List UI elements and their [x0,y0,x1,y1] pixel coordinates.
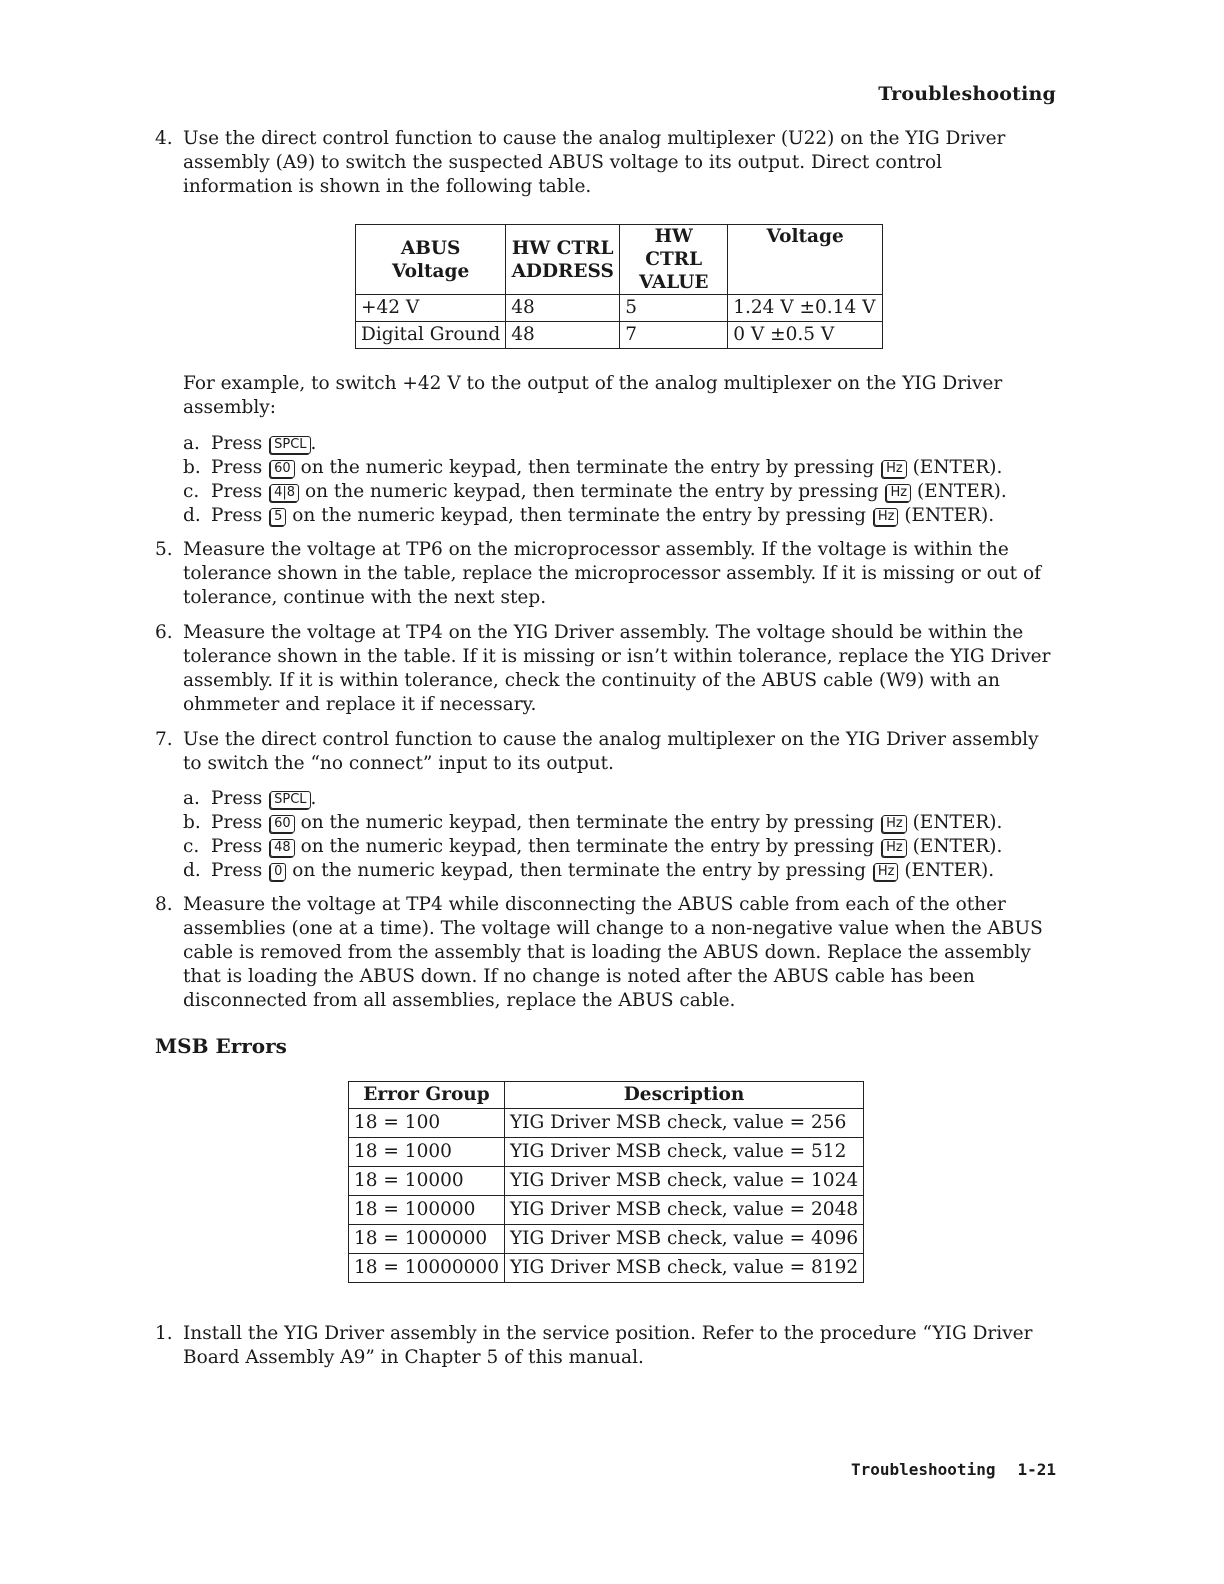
hz-key[interactable]: Hz [882,460,907,478]
table-cell: 48 [506,295,620,322]
table-header-cell: HW CTRL ADDRESS [506,225,620,295]
table-row [349,1167,864,1196]
abus-table [355,224,883,349]
step-number: 8. [155,894,173,915]
substep-c: c. Press 48 on the numeric keypad, then terminate the entry by pressing Hz (ENTER). [183,836,1003,857]
spcl-key[interactable]: SPCL [270,791,310,809]
hz-key[interactable]: Hz [882,839,907,857]
table-header-cell: HW CTRL VALUE [620,225,728,295]
step7-substeps [183,787,1002,883]
table-row [356,322,883,349]
substep-d: d. Press 0 on the numeric keypad, then terminate the entry by pressing Hz (ENTER). [183,860,995,881]
table-cell: Digital Ground [356,322,506,349]
substep-b: b. Press 60 on the numeric keypad, then terminate the entry by pressing Hz (ENTER). [183,812,1003,833]
table-row [349,1138,864,1167]
table-cell: YIG Driver MSB check, value = 256 [504,1109,863,1138]
step-text: Use the direct control function to cause the analog multiplexer (U22) on the YIG Driver assembly (A9) to switch the suspected ABUS voltage to its output. Direct control information is shown in the following table. [183,128,1006,197]
substep-a: a. Press SPCL . [183,788,317,809]
step-1 [155,1322,1055,1370]
footer-section: Troubleshooting [850,1460,996,1479]
running-header: Troubleshooting [878,83,1056,105]
table-cell: 18 = 10000000 [349,1254,505,1283]
table-header-row [356,225,883,295]
table-cell: YIG Driver MSB check, value = 2048 [504,1196,863,1225]
substep-c: c. Press 4|8 on the numeric keypad, then terminate the entry by pressing Hz (ENTER). [183,481,1007,502]
step-number: 1. [155,1323,173,1344]
table-row [349,1225,864,1254]
table-cell: YIG Driver MSB check, value = 4096 [504,1225,863,1254]
table-row [349,1196,864,1225]
page-footer [851,1460,1056,1479]
step-7 [155,728,1055,776]
section-title: MSB Errors [155,1034,287,1058]
step-text: Measure the voltage at TP4 while disconnecting the ABUS cable from each of the other assemblies (one at a time). The voltage will change to a non-negative value when the ABUS cable is removed from the assembly that is loading the ABUS down. Replace the assembly that is loading the ABUS down. If no change is noted after the ABUS cable has been disconnected from all assemblies, replace the ABUS cable. [183,894,1043,1011]
table-header-cell: Voltage [728,225,883,295]
step-4 [155,127,1055,199]
step-8 [155,893,1055,1013]
hz-key[interactable]: Hz [874,508,899,526]
step-5 [155,538,1055,610]
example-text: For example, to switch +42 V to the output of the analog multiplexer on the YIG Driver assembly: [183,373,1003,418]
table-cell: 48 [506,322,620,349]
step-text: Use the direct control function to cause the analog multiplexer on the YIG Driver assembly to switch the “no connect” input to its output. [183,729,1039,774]
table-cell: 0 V ±0.5 V [728,322,883,349]
key-5[interactable]: 5 [270,508,286,526]
substep-d: d. Press 5 on the numeric keypad, then terminate the entry by pressing Hz (ENTER). [183,505,995,526]
step-number: 6. [155,622,173,643]
table-row [349,1109,864,1138]
table-cell: 18 = 100000 [349,1196,505,1225]
hz-key[interactable]: Hz [882,815,907,833]
table-header-cell: Description [504,1082,863,1109]
step-number: 7. [155,729,173,750]
key-60[interactable]: 60 [270,460,295,478]
table-row [356,295,883,322]
table-cell: YIG Driver MSB check, value = 512 [504,1138,863,1167]
table-cell: YIG Driver MSB check, value = 8192 [504,1254,863,1283]
step-6 [155,621,1055,717]
step-number: 4. [155,128,173,149]
key-0[interactable]: 0 [270,863,286,881]
table-row [349,1254,864,1283]
table-cell: YIG Driver MSB check, value = 1024 [504,1167,863,1196]
table-header-row [349,1082,864,1109]
step-number: 5. [155,539,173,560]
page-number: 1-21 [1017,1460,1056,1479]
table-cell: 18 = 100 [349,1109,505,1138]
key-60[interactable]: 60 [270,815,295,833]
table-cell: 1.24 V ±0.14 V [728,295,883,322]
hz-key[interactable]: Hz [886,484,911,502]
key-48[interactable]: 4|8 [270,484,299,502]
table-cell: 7 [620,322,728,349]
substep-a: a. Press SPCL . [183,433,317,454]
example-substeps [183,432,1007,528]
substep-b: b. Press 60 on the numeric keypad, then terminate the entry by pressing Hz (ENTER). [183,457,1003,478]
table-header-cell: Error Group [349,1082,505,1109]
table-cell: 18 = 1000000 [349,1225,505,1254]
step-text: Install the YIG Driver assembly in the service position. Refer to the procedure “YIG Driver Board Assembly A9” in Chapter 5 of this manual. [183,1323,1033,1368]
key-48[interactable]: 48 [270,839,295,857]
step-text: Measure the voltage at TP6 on the microprocessor assembly. If the voltage is within the tolerance shown in the table, replace the microprocessor assembly. If it is missing or out of tolerance, continue with the next step. [183,539,1041,608]
spcl-key[interactable]: SPCL [270,436,310,454]
table-cell: 5 [620,295,728,322]
msb-errors-table [348,1081,864,1283]
table-cell: +42 V [356,295,506,322]
hz-key[interactable]: Hz [874,863,899,881]
step-text: Measure the voltage at TP4 on the YIG Driver assembly. The voltage should be within the tolerance shown in the table. If it is missing or isn’t within tolerance, replace the YIG Driver assembly. If it is within tolerance, check the continuity of the ABUS cable (W9) with an ohmmeter and replace it if necessary. [183,622,1051,715]
table-header-cell: ABUS Voltage [356,225,506,295]
table-cell: 18 = 1000 [349,1138,505,1167]
table-cell: 18 = 10000 [349,1167,505,1196]
